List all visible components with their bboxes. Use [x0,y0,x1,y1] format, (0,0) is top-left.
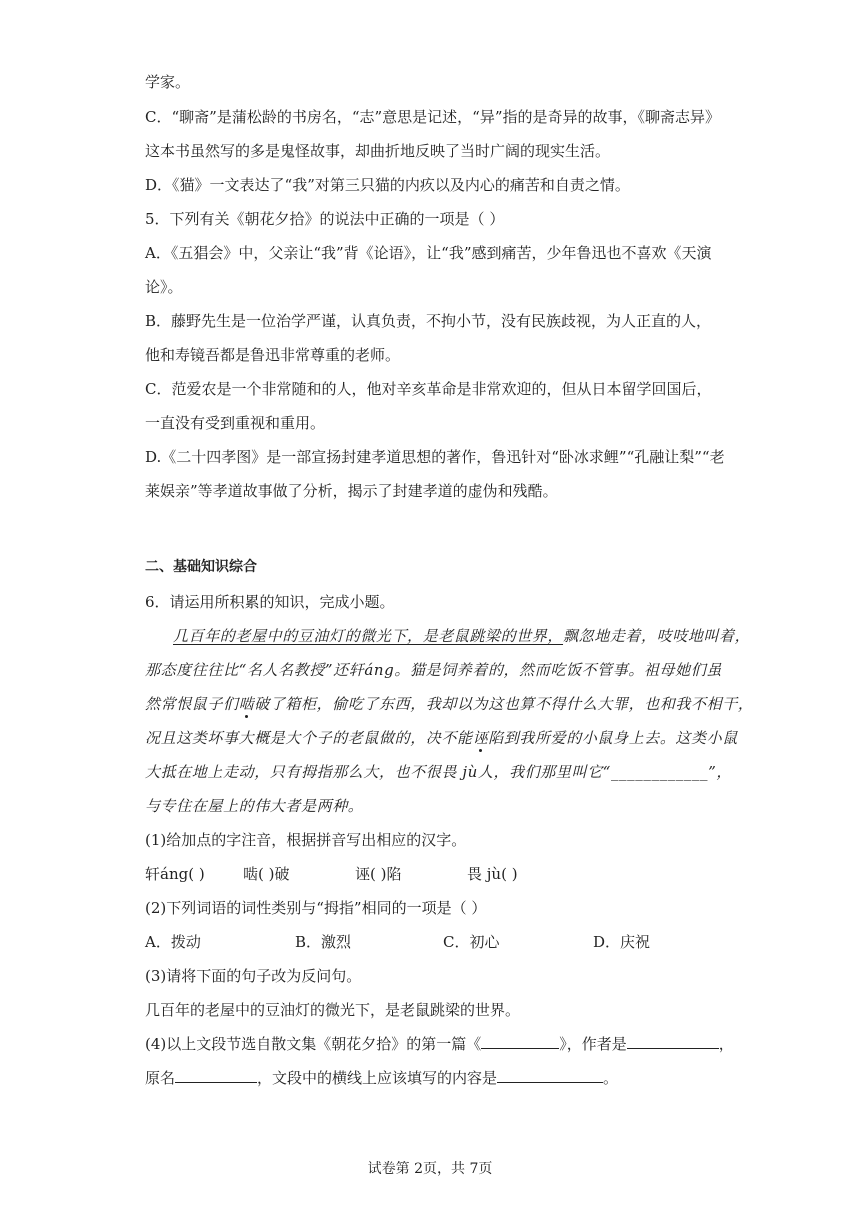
subquestion-3: (3)请将下面的句子改为反问句。 [145,967,362,985]
answer-blank[interactable] [497,1068,603,1083]
option-c[interactable]: C．初心 [443,933,500,951]
question-text: 。 [603,1069,619,1087]
passage-line-4 [145,727,738,749]
question-6-stem: 6．请运用所积累的知识，完成小题。 [145,593,395,611]
subquestion-2: (2)下列词语的词性类别与“拇指”相同的一项是（ ） [145,899,487,917]
q5-option-b-line1: B．藤野先生是一位治学严谨，认真负责，不拘小节，没有民族歧视，为人正直的人， [145,312,712,330]
question-text: (4)以上文段节选自散文集《朝花夕拾》的第一篇《 [145,1035,482,1053]
passage-text: 然常恨鼠子们 [145,695,239,713]
passage-text: 大抵在地上走动，只有拇指那么大，也不很畏 jù人，我们那里叫它“ [145,763,611,781]
question-text: 原名 [145,1069,176,1087]
passage-text: ”， [708,763,733,781]
option-a[interactable]: A．拨动 [145,933,201,951]
dotted-char: 诬 [472,729,489,747]
dotted-char: 啮 [238,695,255,713]
question-text: 》，作者是 [559,1035,627,1053]
passage-line-3 [145,693,754,715]
answer-blank[interactable] [481,1034,559,1049]
section-2-title: 二、基础知识综合 [145,559,257,575]
subquestion-4-line2 [145,1067,720,1089]
answer-blank[interactable] [627,1034,719,1049]
option-c-line1: C．“聊斋”是蒲松龄的书房名，“志”意思是记述，“异”指的是奇异的故事，《聊斋志异》 [145,108,720,126]
q5-option-c-line1: C．范爱农是一个非常随和的人，他对辛亥革命是非常欢迎的，但从日本留学回国后， [145,380,712,398]
passage-text: 况且这类坏事大概是大个子的老鼠做的，决不能 [145,729,473,747]
pinyin-item[interactable]: 畏 jù( ) [467,865,518,883]
question-text: ， [718,1035,734,1053]
text-line: 学家。 [145,73,191,91]
pinyin-item[interactable]: 轩áng( ) [145,865,205,883]
subquestion-3-sentence: 几百年的老屋中的豆油灯的微光下，是老鼠跳梁的世界。 [145,1001,521,1019]
option-c-line2: 这本书虽然写的多是鬼怪故事，却曲折地反映了当时广阔的现实生活。 [145,142,611,160]
passage-line-2: 那态度往往比“名人名教授”还轩áng。猫是饲养着的，然而吃饭不管事。祖母她们虽 [145,661,722,679]
passage-line-6: 与专住在屋上的伟大者是两种。 [145,797,364,815]
page-footer: 试卷第 2页，共 7页 [367,1161,493,1177]
q5-option-c-line2: 一直没有受到重视和重用。 [145,414,326,432]
passage-text: 飘忽地走着，吱吱地叫着， [563,627,751,645]
passage-text: 陷到我所爱的小鼠身上去。这类小鼠 [488,729,738,747]
option-b[interactable]: B．激烈 [295,933,352,951]
underlined-sentence: 几百年的老屋中的豆油灯的微光下，是老鼠跳梁的世界， [173,627,564,645]
option-d[interactable]: D．庆祝 [593,933,651,951]
subquestion-4-line1 [145,1033,734,1055]
passage-text: 破了箱柜，偷吃了东西，我却以为这也算不得什么大罪，也和我不相干， [254,695,754,713]
q5-option-d-line1: D.《二十四孝图》是一部宣扬封建孝道思想的著作，鲁迅针对“卧冰求鲤”“孔融让梨”“老 [145,448,725,466]
q5-option-b-line2: 他和寿镜吾都是鲁迅非常尊重的老师。 [145,346,401,364]
question-text: ，文段中的横线上应该填写的内容是 [257,1069,498,1087]
subquestion-1-items [145,863,720,885]
answer-blank[interactable] [175,1068,257,1083]
question-5-stem: 5．下列有关《朝花夕拾》的说法中正确的一项是（ ） [145,210,505,228]
subquestion-1: (1)给加点的字注音，根据拼音写出相应的汉字。 [145,831,467,849]
q5-option-d-line2: 莱娱亲”等孝道故事做了分析，揭示了封建孝道的虚伪和残酷。 [145,482,558,500]
subquestion-2-options [145,931,720,953]
q5-option-a-line2: 论》。 [145,278,183,296]
pinyin-item[interactable]: 诬( )陷 [355,865,402,883]
passage-line-1 [173,625,751,647]
q5-option-a-line1: A．《五猖会》中，父亲让“我”背《论语》，让“我”感到痛苦，少年鲁迅也不喜欢《天演 [145,244,712,262]
answer-blank[interactable]: ____________ [610,763,709,781]
option-d: D．《猫》一文表达了“我”对第三只猫的内疚以及内心的痛苦和自责之情。 [145,176,630,194]
passage-line-5 [145,761,733,783]
pinyin-item[interactable]: 啮( )破 [243,865,290,883]
